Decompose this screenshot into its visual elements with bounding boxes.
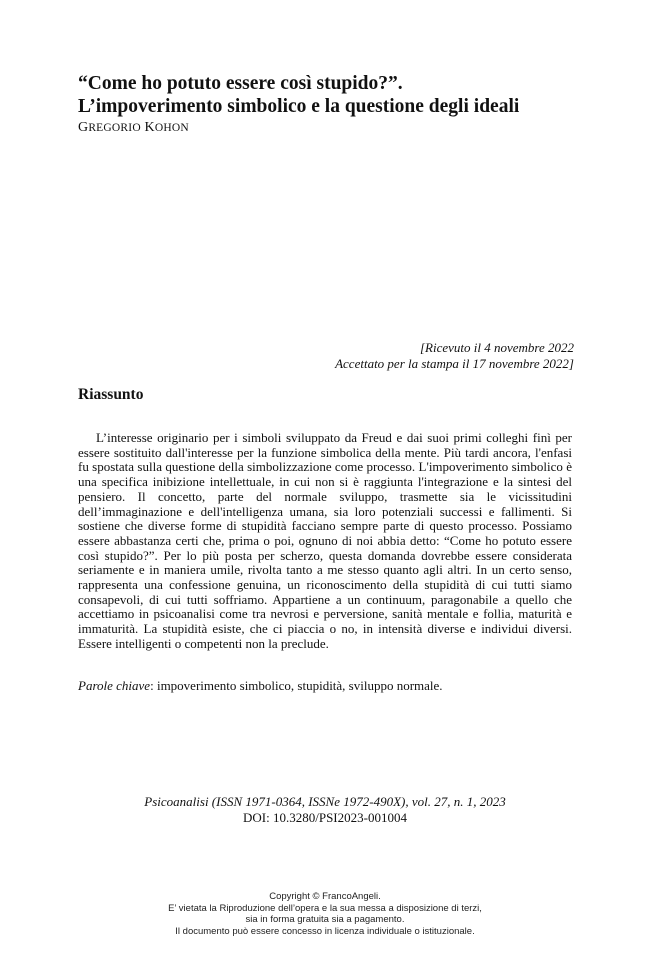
submission-dates <box>335 340 574 372</box>
received-date: [Ricevuto il 4 novembre 2022 <box>419 340 574 355</box>
article-title-line-1: “Come ho potuto essere così stupido?”. <box>78 73 403 94</box>
author-first-initial: G <box>78 120 89 135</box>
copyright-line-3: sia in forma gratuita sia a pagamento. <box>245 914 405 926</box>
copyright-line-4: Il documento può essere concesso in licenza individuale o istituzionale. <box>175 925 475 937</box>
copyright-notice <box>0 891 650 937</box>
author-last-rest: OHON <box>154 122 189 134</box>
doi: DOI: 10.3280/PSI2023-001004 <box>243 810 407 825</box>
article-title-line-2: L’impoverimento simbolico e la questione degli ideali <box>78 96 520 117</box>
abstract-heading: Riassunto <box>78 386 144 403</box>
keywords-text: impoverimento simbolico, stupidità, sviluppo normale. <box>156 678 443 693</box>
keywords-separator: : <box>150 678 157 693</box>
article-header <box>78 72 598 137</box>
keywords-label: Parole chiave <box>78 678 151 693</box>
journal-citation <box>0 794 650 826</box>
author-first-rest: REGORIO <box>88 122 141 134</box>
journal-info: Psicoanalisi (ISSN 1971-0364, ISSNe 1972-490X), vol. 27, n. 1, 2023 <box>144 794 506 809</box>
copyright-line-2: E’ vietata la Riproduzione dell’opera e la sua messa a disposizione di terzi, <box>168 902 482 914</box>
keywords <box>78 678 443 694</box>
abstract-text: L’interesse originario per i simboli sviluppato da Freud e dai suoi primi colleghi finì per essere sostituito dall'interesse per la funzione simbolica della mente. Più tardi ancora, l'enfasi fu spostata sulla questione della simbolizzazione come processo. L'impoverimento simbolico è una specifica inibizione intellettuale, in cui non si è raggiunta l'integrazione e la sintesi del pensiero. Il concetto, parte del normale sviluppo, trasmette sia le vicissitudini dell’immaginazione e dell'intelligenza umana, sia loro potenziali successi e fallimenti. Si sostiene che diverse forme di stupidità facciano sempre parte di questo processo. Possiamo essere abbastanza certi che, prima o poi, ognuno di noi abbia detto: “Come ho potuto essere così stupido?”. Per lo più posta per scherzo, questa domanda dovrebbe essere considerata seriamente e in maniera umile, rivolta tanto a me stesso quanto agli altri. In un certo senso, rappresenta una confessione genuina, un riconoscimento della stupidità di cui tutti siamo consapevoli, di cui tutti soffriamo. Appartiene a un continuum, paragonabile a quello che accettiamo in psicoanalisi come tra nevrosi e perversione, sanità mentale e follia, maturità e immaturità. La stupidità esiste, che ci piaccia o no, in intensità diverse e individui diversi. Essere intelligenti o competenti non la preclude. <box>78 430 572 651</box>
copyright-line-1: Copyright © FrancoAngeli. <box>269 891 381 902</box>
author-name <box>78 119 598 137</box>
author-last-initial: K <box>144 120 155 135</box>
accepted-date: Accettato per la stampa il 17 novembre 2022] <box>335 356 574 371</box>
